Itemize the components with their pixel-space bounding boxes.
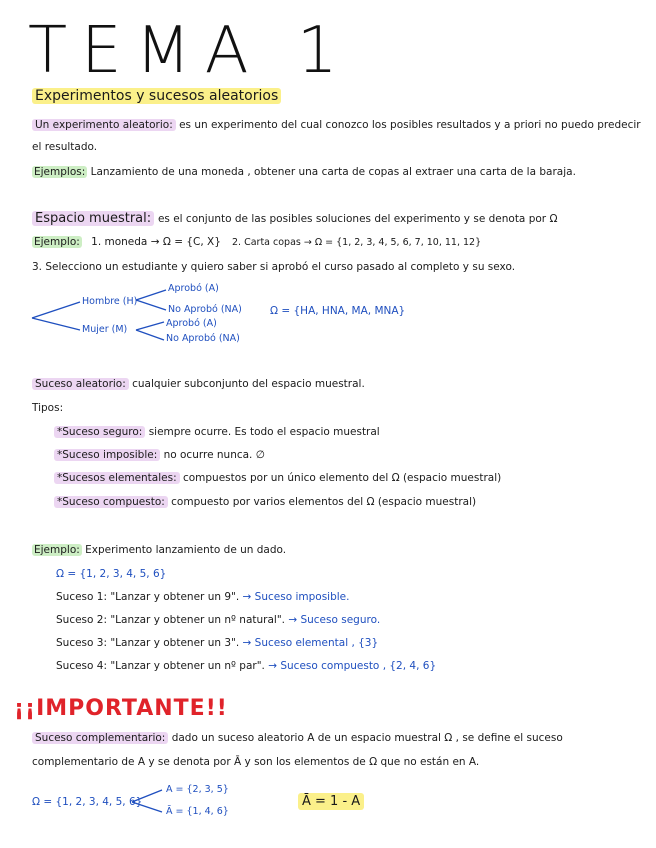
suceso-description: Suceso 4: "Lanzar y obtener un nº par". xyxy=(56,660,265,672)
term-suceso-aleatorio: Suceso aleatorio: xyxy=(32,378,129,390)
suceso-classification: → Suceso elemental , {3} xyxy=(242,637,379,649)
definition-complementario-cont: complementario de A y se denota por Ā y son los elementos de Ω que no están en A. xyxy=(32,756,480,768)
suceso-description: Suceso 2: "Lanzar y obtener un nº natural". xyxy=(56,614,285,626)
complement-formula xyxy=(298,794,364,809)
example-dado xyxy=(32,544,286,556)
tree-leaf-no-aprobo-h: No Aprobó (NA) xyxy=(168,304,242,315)
definition-experiment xyxy=(32,119,641,131)
tree-node-hombre: Hombre (H) xyxy=(82,296,138,307)
example-text: Experimento lanzamiento de un dado. xyxy=(85,544,287,556)
tipos-label: Tipos: xyxy=(32,402,64,414)
suceso-row-2 xyxy=(56,614,380,626)
important-banner: ¡¡IMPORTANTE!! xyxy=(14,696,228,721)
tipo-compuesto xyxy=(54,496,476,508)
examples-text: Lanzamiento de una moneda , obtener una carta de copas al extraer una carta de la baraja. xyxy=(90,166,576,178)
definition-experiment-cont: el resultado. xyxy=(32,141,98,153)
example-carta-copas: 2. Carta copas → Ω = {1, 2, 3, 4, 5, 6, 7, 10, 11, 12} xyxy=(232,237,482,248)
omega-complement: Ω = {1, 2, 3, 4, 5, 6} xyxy=(32,796,143,808)
tipo-seguro xyxy=(54,426,380,438)
tipo-text: compuesto por varios elementos del Ω (espacio muestral) xyxy=(171,496,477,508)
term-suceso-seguro: *Suceso seguro: xyxy=(54,426,145,438)
set-a: A = {2, 3, 5} xyxy=(166,784,229,795)
tipo-elementales xyxy=(54,472,501,484)
suceso-row-1 xyxy=(56,591,349,603)
tipo-text: compuestos por un único elemento del Ω (espacio muestral) xyxy=(182,472,502,484)
tipo-imposible xyxy=(54,449,265,461)
example-estudiante: 3. Selecciono un estudiante y quiero saber si aprobó el curso pasado al completo y su sexo. xyxy=(32,261,516,273)
term-ejemplo: Ejemplo: xyxy=(34,236,80,248)
term-suceso-complementario: Suceso complementario: xyxy=(32,732,168,744)
omega-dado: Ω = {1, 2, 3, 4, 5, 6} xyxy=(56,568,167,580)
term-sucesos-elementales: *Sucesos elementales: xyxy=(54,472,180,484)
tipo-text: no ocurre nunca. ∅ xyxy=(163,449,265,461)
tipo-text: siempre ocurre. Es todo el espacio muestral xyxy=(148,426,380,438)
suceso-classification: → Suceso seguro. xyxy=(288,614,381,626)
definition-text: es un experimento del cual conozco los posibles resultados y a priori no puedo predecir xyxy=(179,119,641,131)
omega-students: Ω = {HA, HNA, MA, MNA} xyxy=(270,305,406,317)
definition-text: cualquier subconjunto del espacio muestral. xyxy=(132,378,365,390)
term-experimento-aleatorio: Un experimento aleatorio: xyxy=(32,119,176,131)
heading-text: Experimentos y sucesos aleatorios xyxy=(32,88,281,104)
definition-text: es el conjunto de las posibles soluciones del experimento y se denota por Ω xyxy=(157,213,558,225)
set-a-bar: Ā = {1, 4, 6} xyxy=(166,806,229,817)
definition-suceso-aleatorio xyxy=(32,378,365,390)
suceso-description: Suceso 1: "Lanzar y obtener un 9". xyxy=(56,591,240,603)
examples-line xyxy=(32,166,576,178)
example-line-1 xyxy=(32,236,221,248)
page-title: TEMA 1 xyxy=(28,14,352,88)
tree-leaf-aprobo-m: Aprobó (A) xyxy=(166,318,217,329)
term-espacio-muestral: Espacio muestral: xyxy=(32,211,154,226)
term-ejemplos: Ejemplos: xyxy=(34,166,86,178)
section-heading-experiments xyxy=(32,88,281,104)
definition-text: dado un suceso aleatorio A de un espacio muestral Ω , se define el suceso xyxy=(171,732,563,744)
definition-complementario xyxy=(32,732,563,744)
tree-leaf-no-aprobo-m: No Aprobó (NA) xyxy=(166,333,240,344)
suceso-classification: → Suceso compuesto , {2, 4, 6} xyxy=(268,660,437,672)
suceso-row-3 xyxy=(56,637,378,649)
tree-leaf-aprobo-h: Aprobó (A) xyxy=(168,283,219,294)
suceso-description: Suceso 3: "Lanzar y obtener un 3". xyxy=(56,637,240,649)
suceso-row-4 xyxy=(56,660,436,672)
definition-espacio-muestral xyxy=(32,211,557,226)
term-suceso-imposible: *Suceso imposible: xyxy=(54,449,160,461)
tree-node-mujer: Mujer (M) xyxy=(82,324,128,335)
suceso-classification: → Suceso imposible. xyxy=(242,591,350,603)
example-moneda: 1. moneda → Ω = {C, X} xyxy=(91,236,221,248)
term-suceso-compuesto: *Suceso compuesto: xyxy=(54,496,168,508)
formula-text: Ā = 1 - A xyxy=(298,793,364,810)
term-ejemplo: Ejemplo: xyxy=(34,544,80,556)
